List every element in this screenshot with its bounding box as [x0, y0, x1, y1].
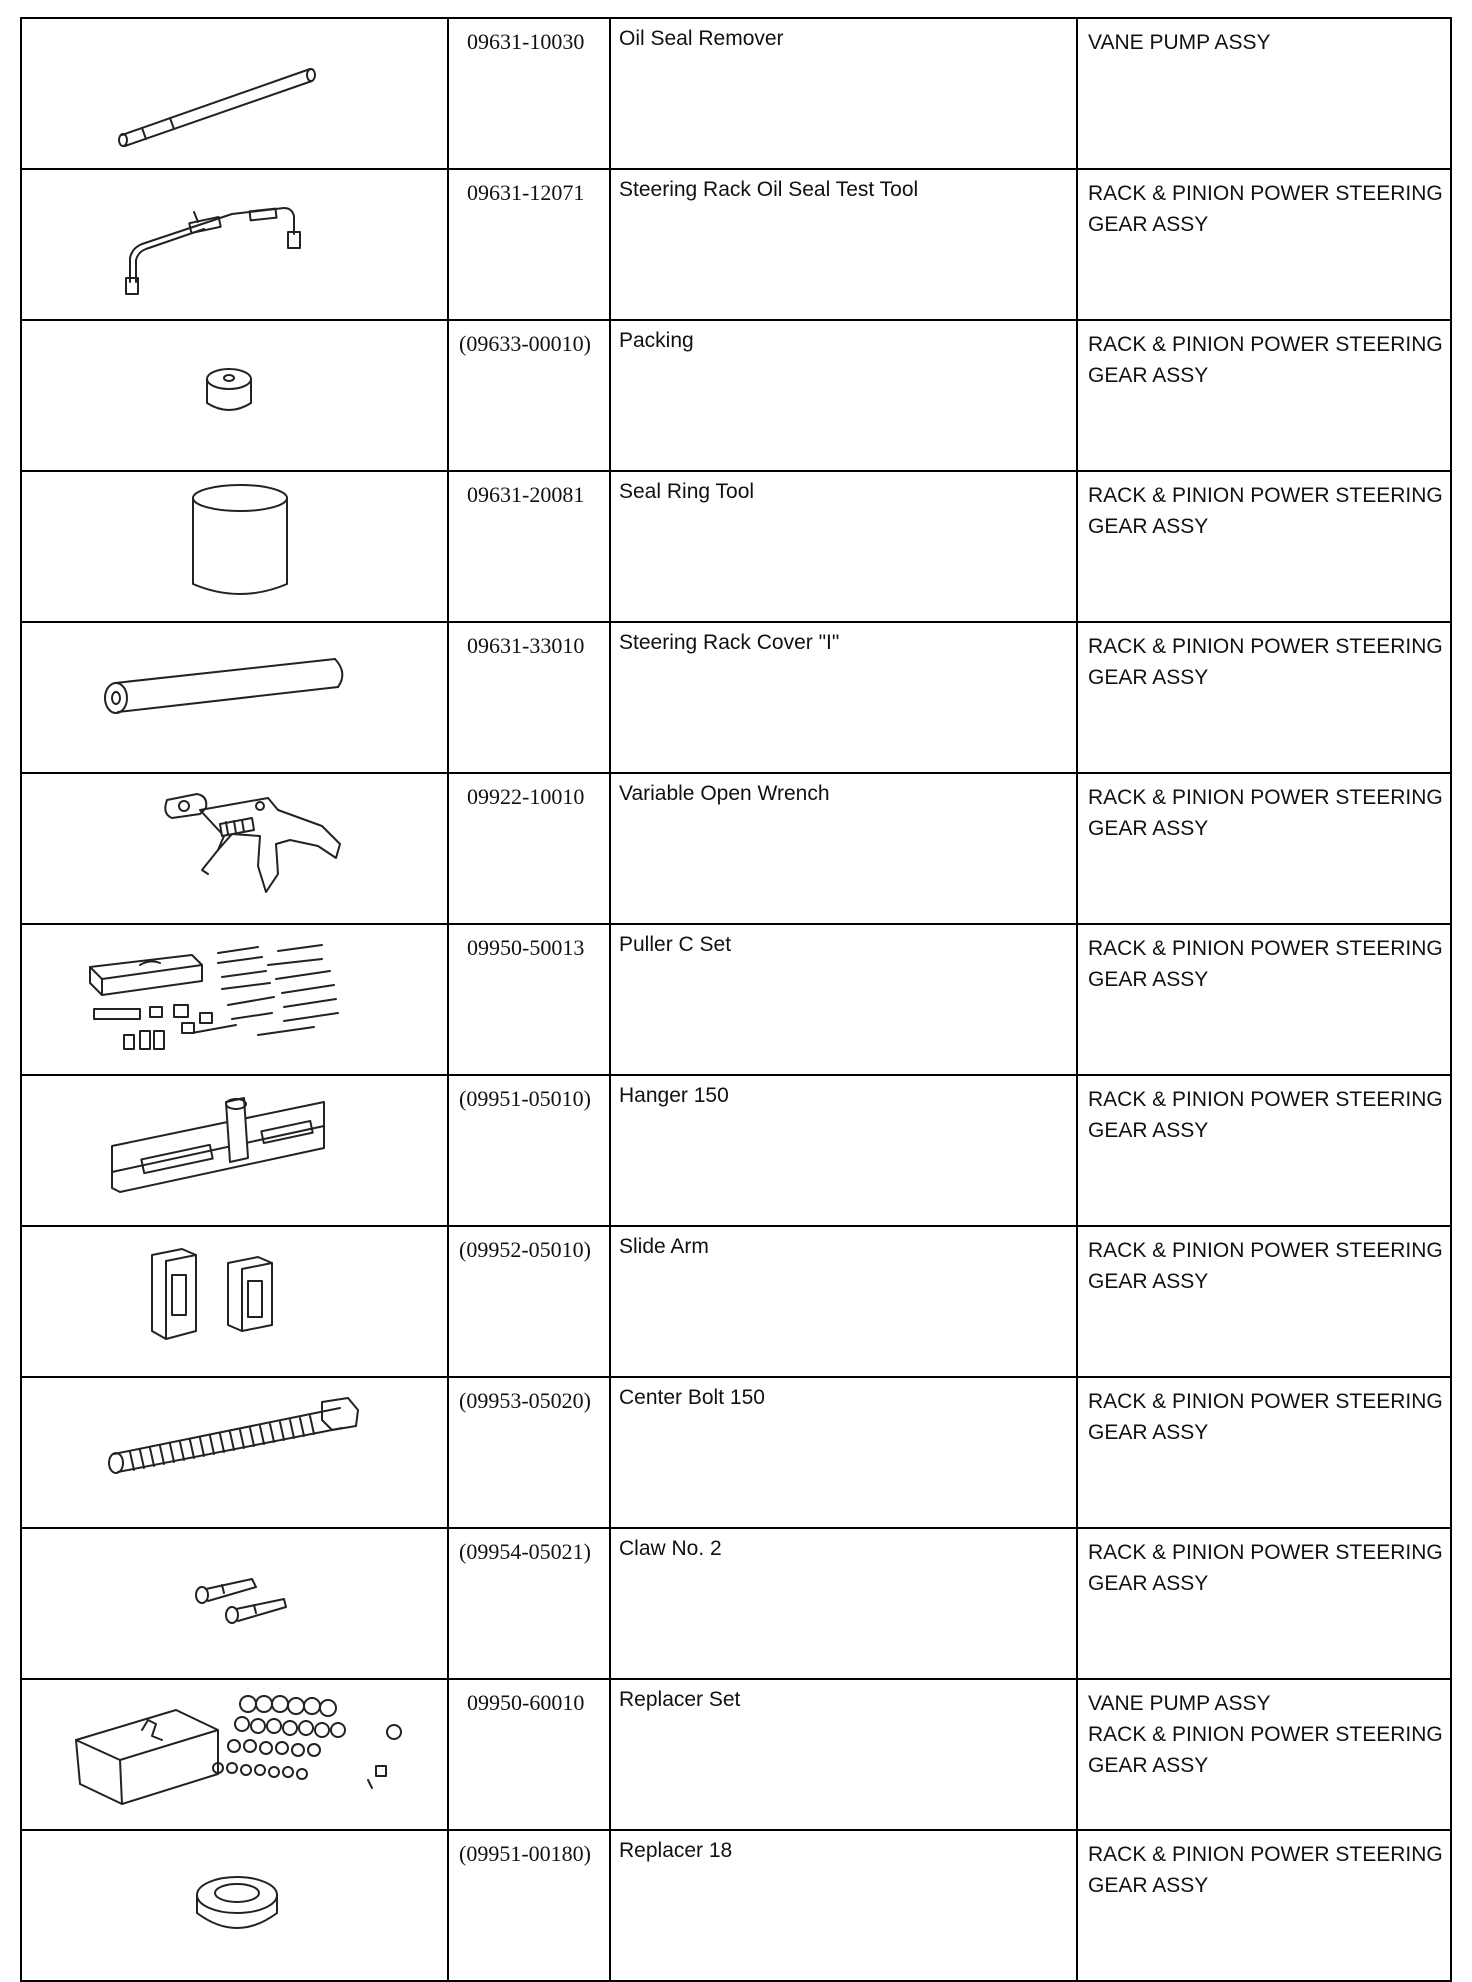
usage-line: GEAR ASSY	[1088, 1874, 1209, 1897]
illustration-cell	[21, 1226, 448, 1377]
tool-name: Packing	[619, 329, 694, 352]
usage-line: GEAR ASSY	[1088, 817, 1209, 840]
packing-icon	[22, 321, 447, 460]
part-number: 09950-50013	[467, 935, 585, 960]
usage-line: RACK & PINION POWER STEERING	[1088, 484, 1443, 507]
illustration-cell	[21, 169, 448, 320]
part-number: (09633-00010)	[459, 331, 591, 356]
part-number: 09631-20081	[467, 482, 585, 507]
usage-line: GEAR ASSY	[1088, 515, 1209, 538]
tool-name: Steering Rack Cover "I"	[619, 631, 840, 654]
illustration-cell	[21, 471, 448, 622]
usage-line: GEAR ASSY	[1088, 1119, 1209, 1142]
illustration-cell	[21, 1528, 448, 1679]
tool-name: Puller C Set	[619, 933, 732, 956]
part-number: 09631-10030	[467, 29, 585, 54]
tool-name: Seal Ring Tool	[619, 480, 755, 503]
part-number: 09950-60010	[467, 1690, 585, 1715]
table-row	[21, 1377, 1451, 1528]
part-number: (09952-05010)	[459, 1237, 591, 1262]
illustration-cell	[21, 18, 448, 169]
table-row	[21, 320, 1451, 471]
tool-name: Center Bolt 150	[619, 1386, 765, 1409]
table-row	[21, 1075, 1451, 1226]
usage-line: RACK & PINION POWER STEERING	[1088, 1239, 1443, 1262]
table-row	[21, 169, 1451, 320]
part-number: (09954-05021)	[459, 1539, 591, 1564]
replacer-set-icon	[22, 1680, 447, 1819]
tool-name: Oil Seal Remover	[619, 27, 784, 50]
usage-line: RACK & PINION POWER STEERING	[1088, 1390, 1443, 1413]
usage-line: GEAR ASSY	[1088, 1754, 1209, 1777]
puller-set-icon	[22, 925, 447, 1064]
illustration-cell	[21, 773, 448, 924]
table-row	[21, 622, 1451, 773]
table-row	[21, 924, 1451, 1075]
illustration-cell	[21, 1679, 448, 1830]
illustration-cell	[21, 1075, 448, 1226]
tool-name: Replacer 18	[619, 1839, 733, 1862]
part-number: 09631-33010	[467, 633, 585, 658]
illustration-cell	[21, 924, 448, 1075]
rack-cover-icon	[22, 623, 447, 762]
illustration-cell	[21, 622, 448, 773]
usage-line: RACK & PINION POWER STEERING	[1088, 786, 1443, 809]
table-row	[21, 1679, 1451, 1830]
illustration-cell	[21, 1377, 448, 1528]
tool-name: Variable Open Wrench	[619, 782, 830, 805]
usage-line: VANE PUMP ASSY	[1088, 31, 1271, 54]
usage-line: VANE PUMP ASSY	[1088, 1692, 1271, 1715]
slide-arm-icon	[22, 1227, 447, 1366]
usage-line: GEAR ASSY	[1088, 1572, 1209, 1595]
usage-line: RACK & PINION POWER STEERING	[1088, 635, 1443, 658]
table-row	[21, 1830, 1451, 1981]
part-number: 09922-10010	[467, 784, 585, 809]
illustration-cell	[21, 320, 448, 471]
tool-name: Claw No. 2	[619, 1537, 722, 1560]
table-row	[21, 1528, 1451, 1679]
usage-line: GEAR ASSY	[1088, 666, 1209, 689]
table-row	[21, 1226, 1451, 1377]
usage-line: GEAR ASSY	[1088, 1421, 1209, 1444]
center-bolt-icon	[22, 1378, 447, 1517]
usage-line: GEAR ASSY	[1088, 1270, 1209, 1293]
tool-name: Hanger 150	[619, 1084, 729, 1107]
tool-name: Slide Arm	[619, 1235, 709, 1258]
part-number: (09951-05010)	[459, 1086, 591, 1111]
usage-line: GEAR ASSY	[1088, 213, 1209, 236]
part-number: (09953-05020)	[459, 1388, 591, 1413]
seal-ring-tool-icon	[22, 472, 447, 611]
usage-line: GEAR ASSY	[1088, 968, 1209, 991]
usage-line: RACK & PINION POWER STEERING	[1088, 937, 1443, 960]
wrench-icon	[22, 774, 447, 913]
tool-name: Steering Rack Oil Seal Test Tool	[619, 178, 919, 201]
usage-line: RACK & PINION POWER STEERING	[1088, 182, 1443, 205]
part-number: (09951-00180)	[459, 1841, 591, 1866]
usage-line: RACK & PINION POWER STEERING	[1088, 1843, 1443, 1866]
table-row	[21, 18, 1451, 169]
replacer-icon	[22, 1831, 447, 1970]
illustration-cell	[21, 1830, 448, 1981]
claw-icon	[22, 1529, 447, 1668]
usage-line: RACK & PINION POWER STEERING	[1088, 1541, 1443, 1564]
table-row	[21, 773, 1451, 924]
tool-name: Replacer Set	[619, 1688, 741, 1711]
test-tool-icon	[22, 170, 447, 309]
hanger-icon	[22, 1076, 447, 1215]
part-number: 09631-12071	[467, 180, 585, 205]
usage-line: GEAR ASSY	[1088, 364, 1209, 387]
usage-line: RACK & PINION POWER STEERING	[1088, 333, 1443, 356]
table-row	[21, 471, 1451, 622]
usage-line: RACK & PINION POWER STEERING	[1088, 1088, 1443, 1111]
oil-seal-remover-icon	[22, 19, 447, 158]
usage-line: RACK & PINION POWER STEERING	[1088, 1723, 1443, 1746]
special-service-tools-table	[20, 17, 1452, 1982]
